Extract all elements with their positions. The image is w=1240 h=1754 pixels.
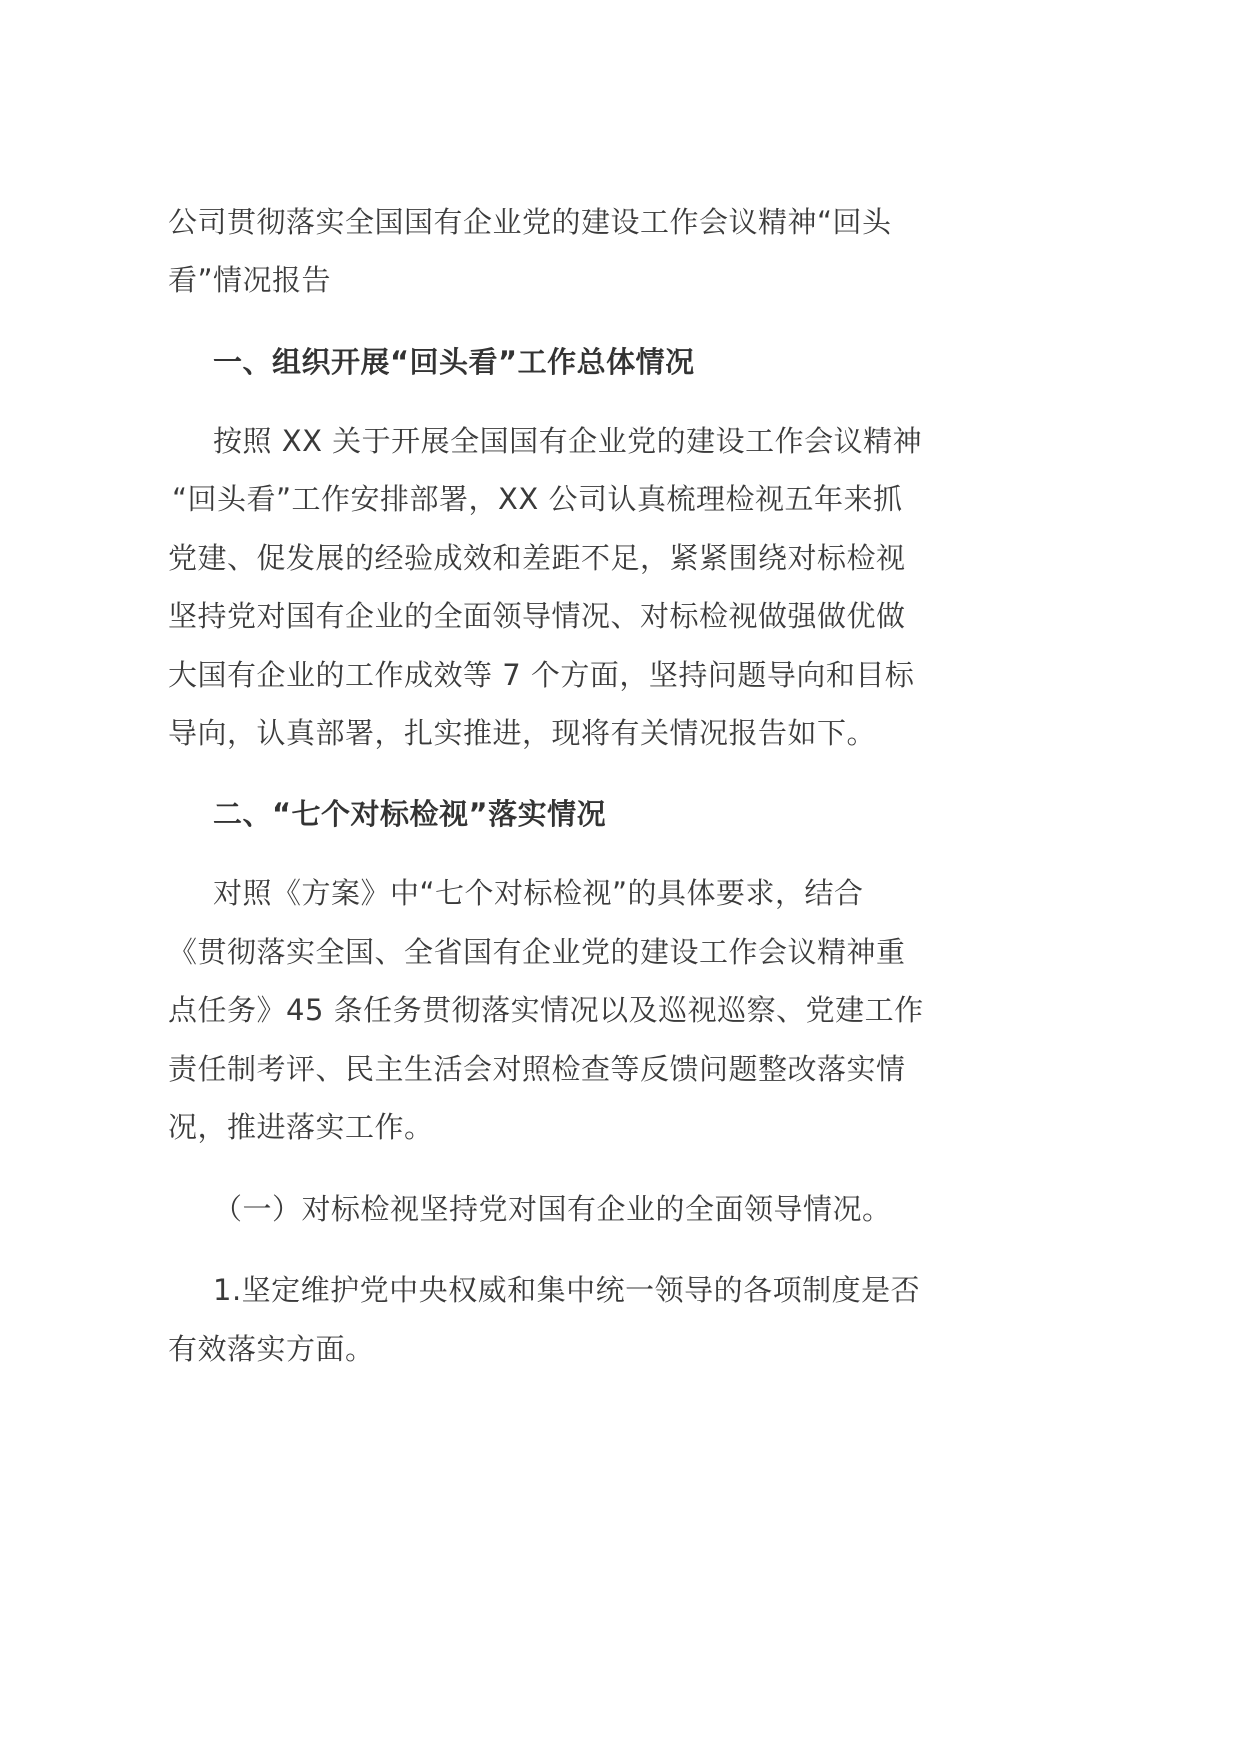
section2-paragraph-line: 况，推进落实工作。: [168, 1110, 434, 1144]
section1-paragraph-line: “回头看”工作安排部署，XX 公司认真梳理检视五年来抓: [172, 482, 903, 516]
section1-paragraph-line: 大国有企业的工作成效等 7 个方面，坚持问题导向和目标: [168, 658, 915, 692]
section1-heading: 一、组织开展“回头看”工作总体情况: [213, 345, 695, 379]
section1-paragraph-line: 导向，认真部署，扎实推进，现将有关情况报告如下。: [168, 716, 877, 750]
section2-paragraph-line: 责任制考评、民主生活会对照检查等反馈问题整改落实情: [168, 1052, 906, 1086]
section2-heading: 二、“七个对标检视”落实情况: [213, 797, 607, 831]
section2-item-line: 1.坚定维护党中央权威和集中统一领导的各项制度是否: [213, 1273, 921, 1307]
section2-paragraph-line: 《贯彻落实全国、全省国有企业党的建设工作会议精神重: [168, 935, 906, 969]
section2-subheading: （一）对标检视坚持党对国有企业的全面领导情况。: [213, 1192, 892, 1226]
section2-paragraph-line: 对照《方案》中“七个对标检视”的具体要求，结合: [213, 876, 864, 910]
section2-paragraph-line: 点任务》45 条任务贯彻落实情况以及巡视巡察、党建工作: [168, 993, 924, 1027]
section1-paragraph-line: 党建、促发展的经验成效和差距不足，紧紧围绕对标检视: [168, 541, 906, 575]
document-title-line-1: 公司贯彻落实全国国有企业党的建设工作会议精神“回头: [168, 205, 892, 239]
document-title-line-2: 看”情况报告: [168, 263, 332, 297]
section1-paragraph-line: 坚持党对国有企业的全面领导情况、对标检视做强做优做: [168, 599, 906, 633]
section1-paragraph-line: 按照 XX 关于开展全国国有企业党的建设工作会议精神: [213, 424, 923, 458]
section2-item-line: 有效落实方面。: [168, 1332, 375, 1366]
